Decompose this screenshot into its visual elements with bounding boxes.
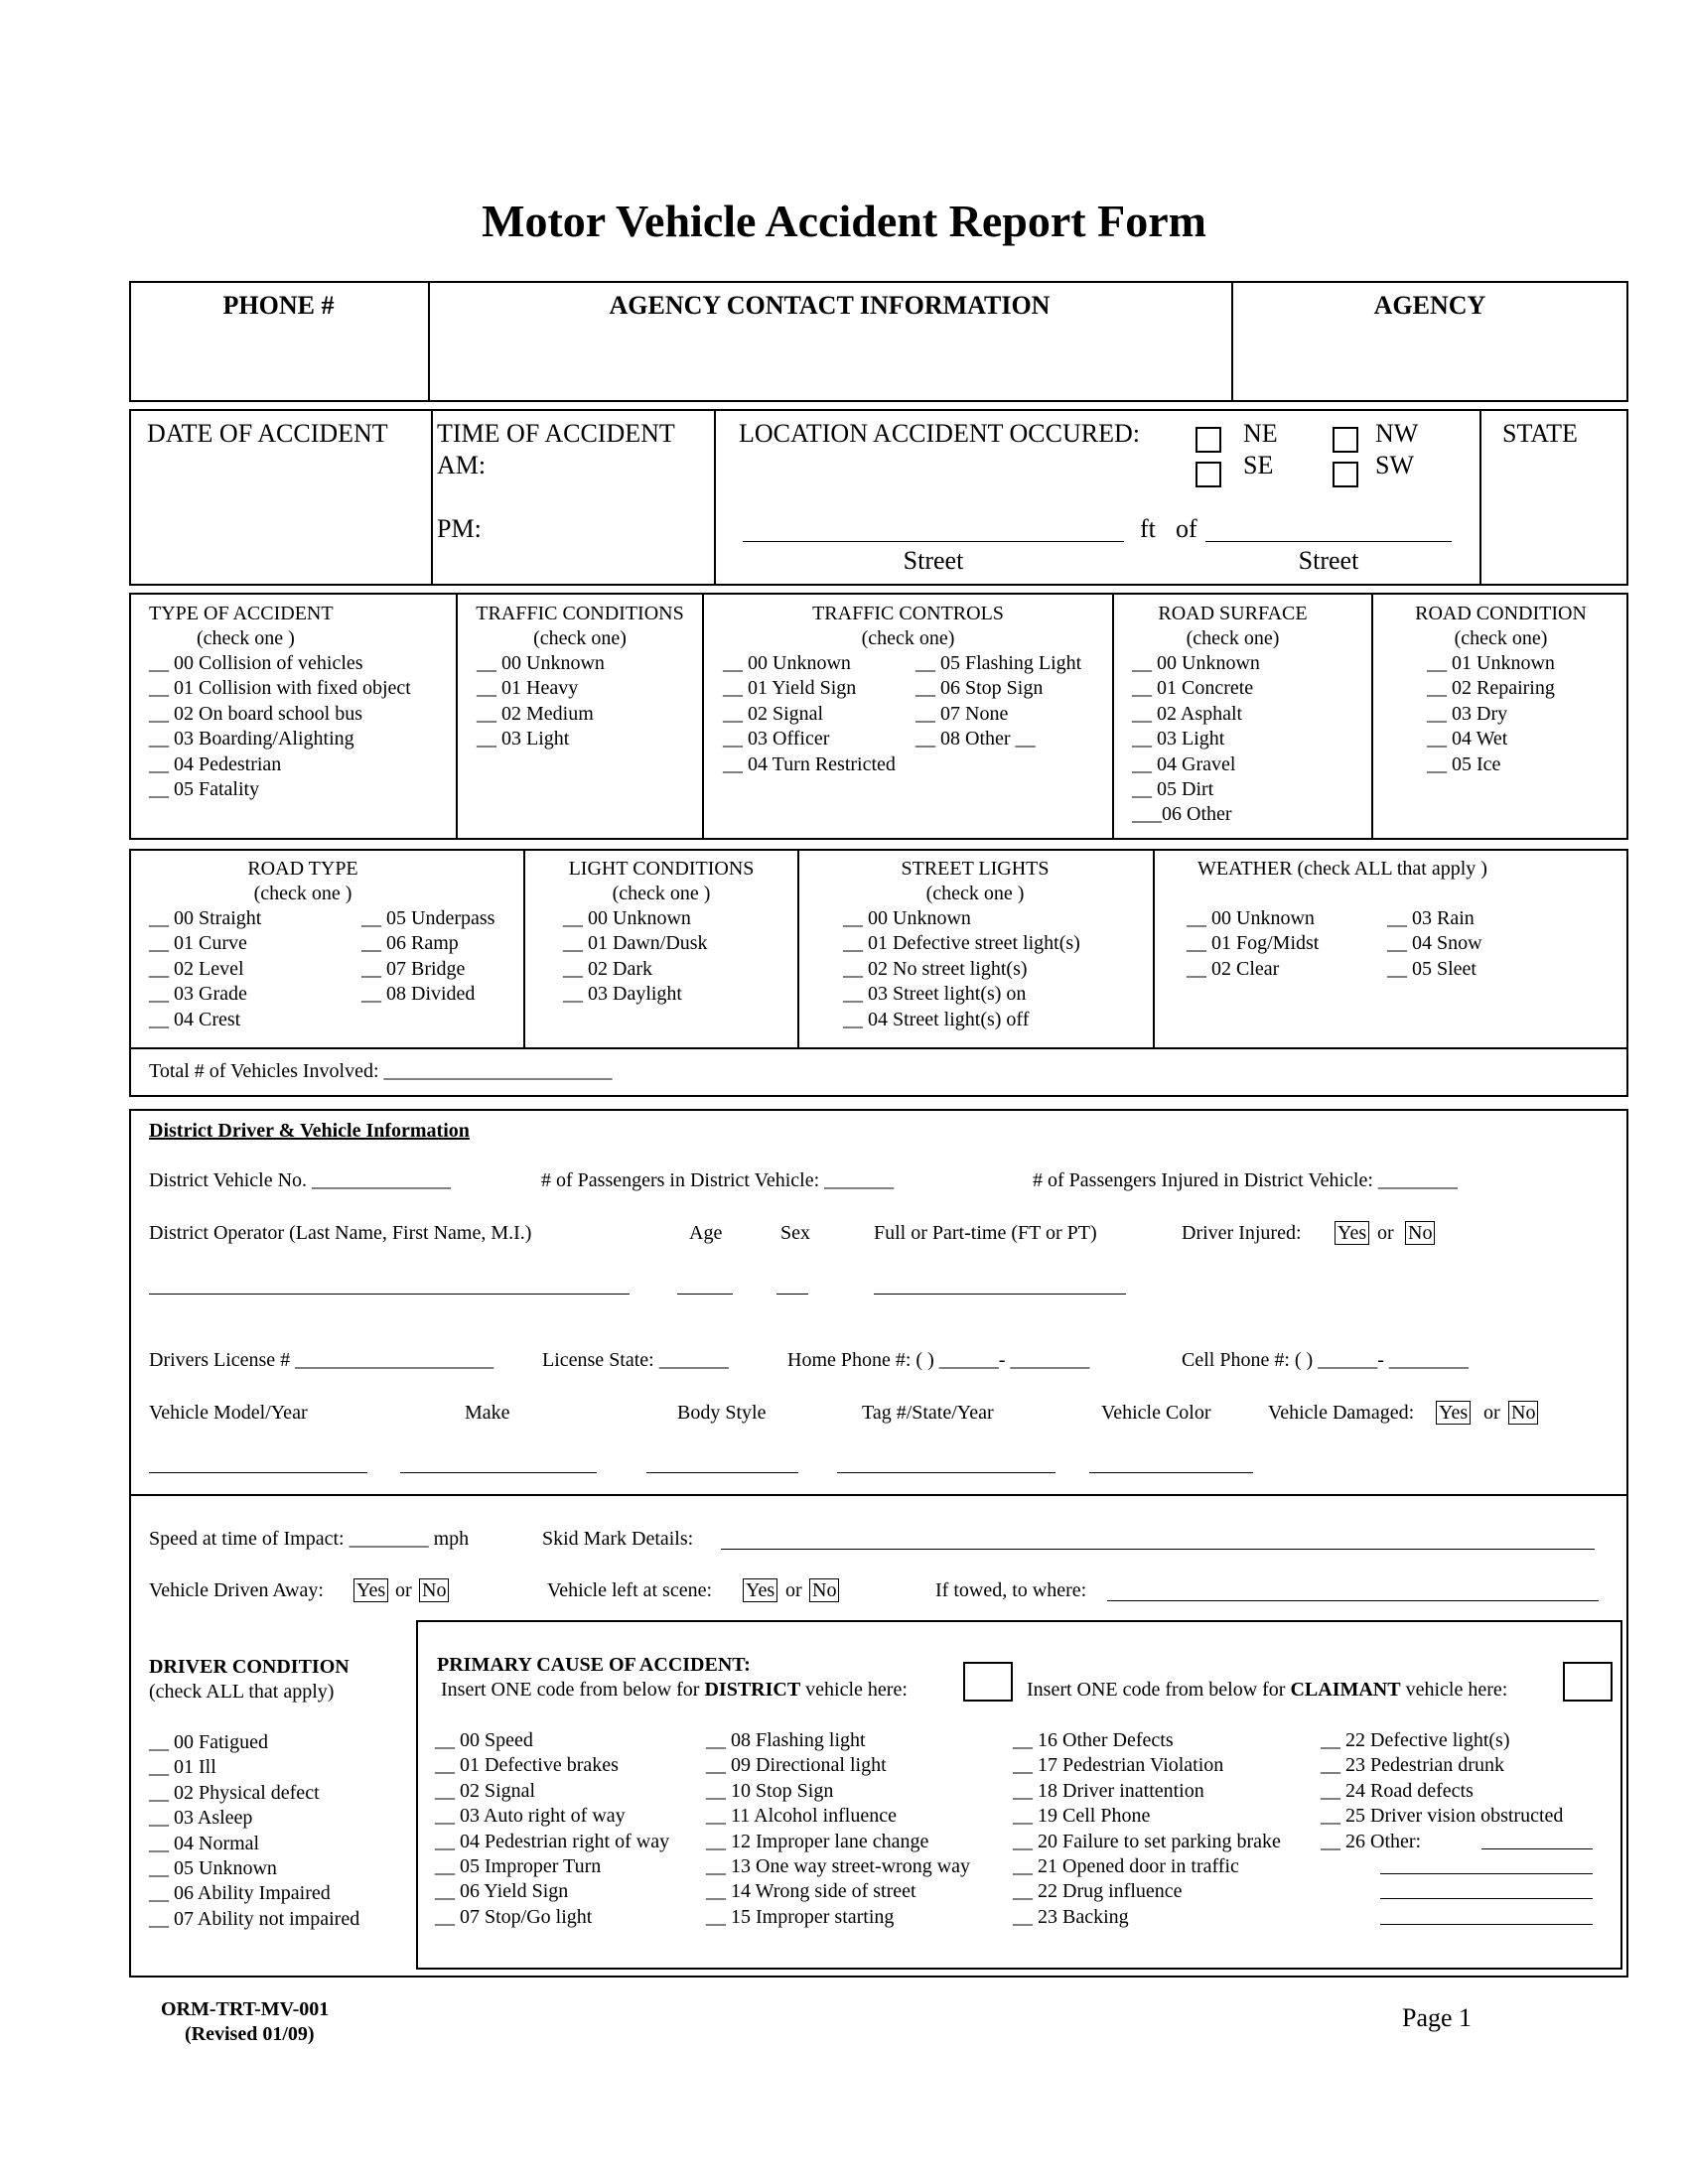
left-scene-no[interactable]: No [809,1578,839,1602]
operator-label: District Operator (Last Name, First Name, M.I.) [149,1222,532,1244]
vehicle-damaged-label: Vehicle Damaged: [1268,1402,1415,1424]
list-item[interactable]: __ 01 Curve [149,932,247,955]
list-item[interactable]: __ 02 Dark [563,957,652,980]
agency-label: AGENCY [1373,291,1486,320]
list-item[interactable]: __ 00 Unknown [1187,907,1315,929]
list-item[interactable]: __ 13 One way street-wrong way [706,1855,971,1878]
vehicle-color-line[interactable] [1089,1472,1253,1473]
vehicle-damaged-or: or [1483,1402,1500,1424]
list-item[interactable]: __ 03 Light [1132,728,1225,751]
model-year-label: Vehicle Model/Year [149,1402,308,1424]
list-item[interactable]: __ 00 Fatigued [149,1731,268,1753]
street1-line[interactable] [743,541,1124,542]
list-item[interactable]: __ 06 Ramp [361,932,459,955]
body-style-line[interactable] [646,1472,798,1473]
drivers-license-field[interactable]: Drivers License # ____________________ [149,1349,494,1371]
list-item[interactable]: __ 02 Clear [1187,957,1280,980]
list-item[interactable]: __ 01 Heavy [477,677,579,700]
list-item[interactable]: __ 08 Other __ [915,728,1036,751]
traffic-controls-title: TRAFFIC CONTROLS [812,603,1004,624]
traffic-controls-list-2 [915,651,1081,752]
list-item[interactable]: __ 00 Speed [435,1729,533,1751]
list-item[interactable]: __ 01 Yield Sign [723,677,857,700]
page-number: Page 1 [1402,2003,1473,2032]
list-item[interactable]: __ 05 Sleet [1387,957,1477,980]
am-label: AM: [437,451,487,479]
sex-line[interactable] [776,1294,808,1295]
list-item[interactable]: __ 22 Drug influence [1013,1880,1183,1903]
list-item[interactable]: __ 05 Ice [1427,752,1501,775]
list-item[interactable]: __ 18 Driver inattention [1013,1779,1204,1802]
list-item[interactable]: __ 05 Dirt [1132,778,1214,801]
list-item[interactable]: __ 00 Unknown [1132,652,1260,674]
claimant-code-input[interactable] [1563,1662,1613,1702]
list-item[interactable]: __ 14 Wrong side of street [706,1880,916,1903]
list-item[interactable]: __ 03 Dry [1427,702,1508,725]
list-item[interactable]: __ 02 Medium [477,702,594,725]
date-of-accident-label: DATE OF ACCIDENT [147,419,388,448]
agency-contact-label: AGENCY CONTACT INFORMATION [609,291,1051,320]
road-condition-check: (check one) [1454,627,1548,649]
list-item[interactable]: __ 03 Boarding/Alighting [149,728,354,751]
list-item[interactable]: __ 02 Repairing [1427,677,1555,700]
weather-title: WEATHER (check ALL that apply ) [1197,858,1487,880]
pm-label: PM: [437,514,482,543]
vehicle-damaged-no[interactable]: No [1508,1401,1538,1425]
cause-list-1 [435,1728,669,1930]
list-item[interactable]: __ 04 Pedestrian right of way [435,1830,670,1852]
model-year-line[interactable] [149,1472,367,1473]
list-item[interactable]: __ 00 Collision of vehicles [149,652,363,674]
type-of-accident-title: TYPE OF ACCIDENT [149,603,334,624]
road-type-list-2 [361,906,494,1008]
other-line-4[interactable] [1380,1924,1593,1925]
street2-line[interactable] [1205,541,1452,542]
passengers-injured-field[interactable]: # of Passengers Injured in District Vehicle: ________ [1033,1169,1458,1191]
total-vehicles-field[interactable]: Total # of Vehicles Involved: _______________________ [149,1060,613,1082]
page-title: Motor Vehicle Accident Report Form [482,196,1206,246]
road-type-title: ROAD TYPE [247,858,358,880]
sw-label: SW [1375,451,1414,479]
primary-cause-title: PRIMARY CAUSE OF ACCIDENT: [437,1654,751,1676]
age-label: Age [689,1222,723,1244]
towed-line[interactable] [1107,1600,1599,1601]
list-item[interactable]: __ 01 Dawn/Dusk [563,932,708,955]
district-vehicle-no-field[interactable]: District Vehicle No. ______________ [149,1169,452,1191]
state-label: STATE [1502,419,1578,448]
list-item[interactable]: __ 02 Asphalt [1132,702,1243,725]
list-item[interactable]: __ 02 Physical defect [149,1781,320,1804]
nw-label: NW [1375,419,1419,448]
list-item[interactable]: __ 15 Improper starting [706,1905,895,1928]
type-of-accident-check: (check one ) [197,627,295,649]
age-line[interactable] [677,1294,733,1295]
list-item[interactable]: __ 01 Defective street light(s) [843,932,1080,955]
form-code: ORM-TRT-MV-001 [161,1998,330,2020]
list-item[interactable]: ___06 Other [1132,803,1232,826]
other-line-2[interactable] [1380,1873,1593,1874]
list-item[interactable]: __ 05 Unknown [149,1857,277,1880]
home-phone-field[interactable]: Home Phone #: ( ) ______- ________ [787,1349,1090,1371]
driver-condition-list [149,1730,359,1932]
cause-list-4 [1321,1728,1563,1854]
list-item[interactable]: __ 04 Pedestrian [149,752,282,775]
list-item[interactable]: __ 19 Cell Phone [1013,1805,1151,1828]
ftpt-line[interactable] [874,1294,1126,1295]
list-item[interactable]: __ 05 Improper Turn [435,1855,602,1878]
vehicle-damaged-yes[interactable]: Yes [1436,1401,1471,1425]
traffic-conditions-title: TRAFFIC CONDITIONS [476,603,684,624]
list-item[interactable]: __ 07 Bridge [361,957,466,980]
district-heading: District Driver & Vehicle Information [149,1120,470,1142]
list-item[interactable]: __ 00 Straight [149,907,262,929]
driven-away-yes[interactable]: Yes [353,1578,388,1602]
driver-injured-label: Driver Injured: [1182,1222,1302,1244]
list-item[interactable]: __ 00 Unknown [843,907,971,929]
driven-away-or: or [395,1579,412,1601]
list-item[interactable]: __ 01 Concrete [1132,677,1254,700]
list-item[interactable]: __ 24 Road defects [1321,1779,1474,1802]
road-surface-check: (check one) [1186,627,1280,649]
traffic-conditions-list [477,651,605,752]
list-item[interactable]: __ 05 Flashing Light [915,652,1082,674]
claimant-code-label: Insert ONE code from below for CLAIMANT vehicle here: [1027,1679,1508,1701]
list-item[interactable]: __ 01 Defective brakes [435,1754,619,1777]
driver-injured-yes[interactable]: Yes [1335,1221,1369,1245]
list-item[interactable]: __ 00 Unknown [723,652,851,674]
form-revised: (Revised 01/09) [185,2023,315,2045]
driver-injured-or: or [1377,1222,1394,1244]
list-item[interactable]: __ 04 Wet [1427,728,1508,751]
se-checkbox[interactable] [1196,462,1221,487]
ft-label: ft [1140,514,1156,543]
list-item[interactable]: __ 21 Opened door in traffic [1013,1855,1239,1878]
ne-label: NE [1243,419,1278,448]
district-code-label: Insert ONE code from below for DISTRICT vehicle here: [441,1679,908,1701]
road-type-check: (check one ) [253,883,352,904]
list-item[interactable]: __ 02 Signal [435,1779,536,1802]
nw-checkbox[interactable] [1333,427,1358,453]
of-label: of [1176,514,1197,543]
list-item[interactable]: __ 08 Divided [361,983,476,1006]
list-item[interactable]: __ 11 Alcohol influence [706,1805,897,1828]
list-item[interactable]: __ 07 Ability not impaired [149,1907,360,1930]
list-item[interactable]: __ 06 Ability Impaired [149,1882,331,1905]
list-item[interactable]: __ 03 Asleep [149,1807,253,1830]
location-label: LOCATION ACCIDENT OCCURED: [739,419,1140,448]
road-condition-title: ROAD CONDITION [1415,603,1587,624]
list-item[interactable]: __ 07 None [915,702,1009,725]
road-condition-list [1427,651,1555,777]
list-item[interactable]: __ 05 Fatality [149,778,260,801]
street1-label: Street [903,546,964,575]
ne-checkbox[interactable] [1196,427,1221,453]
list-item[interactable]: __ 03 Grade [149,983,247,1006]
tag-label: Tag #/State/Year [862,1402,994,1424]
list-item[interactable]: __ 07 Stop/Go light [435,1905,593,1928]
list-item[interactable]: __ 23 Pedestrian drunk [1321,1754,1504,1777]
vehicle-color-label: Vehicle Color [1101,1402,1211,1424]
list-item[interactable]: __ 02 Signal [723,702,824,725]
left-scene-label: Vehicle left at scene: [547,1579,713,1601]
list-item[interactable]: __ 04 Street light(s) off [843,1008,1030,1030]
list-item[interactable]: __ 16 Other Defects [1013,1729,1174,1751]
left-scene-yes[interactable]: Yes [743,1578,777,1602]
district-code-input[interactable] [963,1662,1013,1702]
street-lights-list [843,906,1080,1032]
traffic-controls-check: (check one) [861,627,955,649]
skid-mark-line[interactable] [721,1549,1595,1550]
body-style-label: Body Style [677,1402,767,1424]
list-item[interactable]: __ 03 Auto right of way [435,1805,626,1828]
list-item[interactable]: __ 08 Flashing light [706,1729,866,1751]
street2-label: Street [1298,546,1359,575]
list-item[interactable]: __ 03 Daylight [563,983,682,1006]
cell-phone-field[interactable]: Cell Phone #: ( ) ______- ________ [1182,1349,1469,1371]
time-of-accident-label: TIME OF ACCIDENT [437,419,675,448]
left-scene-or: or [785,1579,802,1601]
make-label: Make [465,1402,510,1424]
list-item[interactable]: __ 06 Yield Sign [435,1880,569,1903]
list-item[interactable]: __ 00 Unknown [477,652,605,674]
ftpt-label: Full or Part-time (FT or PT) [874,1222,1097,1244]
sw-checkbox[interactable] [1333,462,1358,487]
list-item[interactable]: __ 02 No street light(s) [843,957,1028,980]
list-item[interactable]: __ 02 On board school bus [149,702,362,725]
other-line-3[interactable] [1380,1898,1593,1899]
list-item[interactable]: __ 01 Fog/Midst [1187,932,1320,955]
traffic-controls-list-1 [723,651,896,777]
passengers-field[interactable]: # of Passengers in District Vehicle: _______ [541,1169,895,1191]
weather-list-1 [1187,906,1319,982]
driver-condition-title: DRIVER CONDITION [149,1656,350,1678]
se-label: SE [1243,451,1274,479]
list-item[interactable]: __ 01 Unknown [1427,652,1555,674]
traffic-conditions-check: (check one) [533,627,627,649]
make-line[interactable] [400,1472,597,1473]
list-item[interactable]: __ 04 Turn Restricted [723,752,896,775]
driver-condition-subtitle: (check ALL that apply) [149,1681,335,1703]
towed-label: If towed, to where: [935,1579,1087,1601]
list-item[interactable]: __ 17 Pedestrian Violation [1013,1754,1224,1777]
street-lights-title: STREET LIGHTS [901,858,1050,880]
list-item[interactable]: __ 00 Unknown [563,907,691,929]
driven-away-label: Vehicle Driven Away: [149,1579,324,1601]
list-item[interactable]: __ 03 Officer [723,728,830,751]
list-item[interactable]: __ 25 Driver vision obstructed [1321,1805,1564,1828]
list-item[interactable]: __ 01 Collision with fixed object [149,677,411,700]
list-item[interactable]: __ 05 Underpass [361,907,495,929]
cause-list-3 [1013,1728,1281,1930]
list-item[interactable]: __ 23 Backing [1013,1905,1129,1928]
list-item[interactable]: __ 04 Snow [1387,932,1482,955]
list-item[interactable]: __ 04 Gravel [1132,752,1236,775]
list-item[interactable]: __ 20 Failure to set parking brake [1013,1830,1281,1852]
sex-label: Sex [780,1222,810,1244]
list-item[interactable]: __ 09 Directional light [706,1754,887,1777]
list-item[interactable]: __ 22 Defective light(s) [1321,1729,1510,1751]
light-conditions-title: LIGHT CONDITIONS [568,858,755,880]
list-item[interactable]: __ 10 Stop Sign [706,1779,834,1802]
list-item[interactable]: __ 12 Improper lane change [706,1830,929,1852]
list-item[interactable]: __ 02 Level [149,957,244,980]
list-item[interactable]: __ 03 Street light(s) on [843,983,1027,1006]
list-item[interactable]: __ 01 Ill [149,1756,216,1779]
list-item[interactable]: __ 26 Other: [1321,1830,1422,1852]
light-conditions-list [563,906,708,1008]
speed-field[interactable]: Speed at time of Impact: ________ mph [149,1528,470,1550]
other-line-1[interactable] [1481,1848,1593,1849]
type-of-accident-list [149,651,411,802]
light-conditions-check: (check one ) [612,883,711,904]
weather-list-2 [1387,906,1482,982]
list-item[interactable]: __ 04 Normal [149,1832,260,1854]
license-state-field[interactable]: License State: _______ [542,1349,729,1371]
list-item[interactable]: __ 06 Stop Sign [915,677,1044,700]
road-type-list-1 [149,906,261,1032]
phone-label: PHONE # [222,291,335,320]
road-surface-title: ROAD SURFACE [1158,603,1308,624]
operator-name-line[interactable] [149,1294,630,1295]
tag-line[interactable] [837,1472,1055,1473]
street-lights-check: (check one ) [925,883,1025,904]
cause-list-2 [706,1728,970,1930]
skid-mark-label: Skid Mark Details: [542,1528,694,1550]
list-item[interactable]: __ 04 Crest [149,1008,241,1030]
road-surface-list [1132,651,1260,828]
driver-injured-no[interactable]: No [1405,1221,1435,1245]
list-item[interactable]: __ 03 Rain [1387,907,1475,929]
driven-away-no[interactable]: No [419,1578,449,1602]
list-item[interactable]: __ 03 Light [477,728,570,751]
